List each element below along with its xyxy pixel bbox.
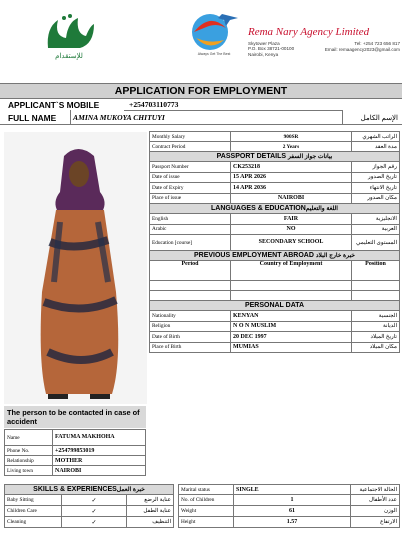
marital-status-label: Marital status <box>179 485 234 495</box>
place-of-issue-label: Place of issue <box>150 193 231 204</box>
place-of-issue-label-ar: مكان الصدور <box>352 193 400 204</box>
contact-town-label: Living town <box>5 466 53 476</box>
mobile-label: APPLICANT`S MOBILE <box>8 100 100 110</box>
skills-table <box>4 484 174 528</box>
full-name-label-ar: الإسم الكامل <box>360 114 398 122</box>
salary-value: 900SR <box>231 132 352 142</box>
logo-left-subtitle: للإستقدام <box>55 53 83 60</box>
skill-check: ✓ <box>62 506 127 517</box>
empty-cell <box>150 291 231 301</box>
passport-number-label-ar: رقم الجواز <box>352 162 400 173</box>
passport-number-label: Passport Number <box>150 162 231 173</box>
place-of-issue-value: NAIROBI <box>231 193 352 204</box>
expiry-date-label-ar: تاريخ الانتهاء <box>352 183 400 194</box>
address-line: P.O. Box 38721-00100 <box>248 46 295 52</box>
english-label: English <box>150 214 231 225</box>
skill-label: Baby Sitting <box>5 495 62 506</box>
company-logo-left <box>38 8 100 68</box>
previous-heading-en: PREVIOUS EMPLOYMENT ABROAD <box>193 252 314 259</box>
divider <box>342 110 343 124</box>
position-col-header: Position <box>352 261 400 281</box>
contact-phone-value: +254799853019 <box>53 446 146 456</box>
contact-relationship-label: Relationship <box>5 456 53 466</box>
agency-address <box>248 41 294 57</box>
salary-label-ar: الراتب الشهري <box>352 132 400 142</box>
mobile-value: +254703110773 <box>129 100 179 109</box>
marital-status-label-ar: الحالة الاجتماعية <box>351 485 400 495</box>
empty-cell <box>352 291 400 301</box>
empty-cell <box>231 281 352 291</box>
height-value: 1.57 <box>234 517 351 528</box>
children-label-ar: عدد الأطفال <box>351 495 400 506</box>
applicant-photo <box>4 132 147 404</box>
issue-date-label-ar: تاريخ الصدور <box>352 172 400 183</box>
skill-label-ar: التنظيف <box>127 517 174 528</box>
contract-label: Contract Period <box>150 142 231 152</box>
divider <box>70 110 71 124</box>
english-label-ar: الانجليزية <box>352 214 400 225</box>
skill-label-ar: عناية الرضع <box>127 495 174 506</box>
page-title: APPLICATION FOR EMPLOYMENT <box>0 83 402 99</box>
weight-value: 61 <box>234 506 351 517</box>
skills-heading-ar: خبرة العمل <box>116 487 145 493</box>
education-label: Education [course] <box>150 235 231 251</box>
passport-heading-en: PASSPORT DETAILS <box>216 153 287 160</box>
skill-label: Children Care <box>5 506 62 517</box>
agency-name: Rema Nary Agency Limited <box>248 26 370 38</box>
religion-label-ar: الديانة <box>352 321 400 332</box>
height-label: Height <box>179 517 234 528</box>
skills-heading-en: SKILLS & EXPERIENCES <box>33 486 117 493</box>
languages-heading-en: LANGUAGES & EDUCATION <box>211 205 306 212</box>
divider <box>124 110 342 111</box>
contact-line: Email: remaagency2023@gmail.com <box>324 46 400 52</box>
contract-label-ar: مدة العقد <box>352 142 400 152</box>
contact-relationship-value: MOTHER <box>53 456 146 466</box>
contract-table <box>149 131 400 353</box>
weight-label-ar: الوزن <box>351 506 400 517</box>
children-value: 1 <box>234 495 351 506</box>
contact-name-value: FATUMA MAKHOHA <box>53 430 146 446</box>
skill-check: ✓ <box>62 495 127 506</box>
agency-contact <box>312 41 400 52</box>
passport-heading <box>150 152 400 162</box>
place-of-birth-value: MUMIAS <box>231 342 352 353</box>
expiry-date-value: 14 APR 2036 <box>231 183 352 194</box>
english-value: FAIR <box>231 214 352 225</box>
education-value: SECONDARY SCHOOL <box>231 235 352 251</box>
contract-value: 2 Years <box>231 142 352 152</box>
passport-number-value: CK253218 <box>231 162 352 173</box>
contact-name-label: Name <box>5 430 53 446</box>
skill-check: ✓ <box>62 517 127 528</box>
contact-line: Tel: +254 723 656 817 <box>354 41 400 46</box>
skills-heading <box>5 485 174 495</box>
full-name-value: AMINA MUKOYA CHITUYI <box>73 113 165 122</box>
contact-town-value: NAIROBI <box>53 466 146 476</box>
issue-date-label: Date of issue <box>150 172 231 183</box>
passport-heading-ar: بيانات جواز السفر <box>287 154 333 160</box>
empty-cell <box>231 291 352 301</box>
dob-value: 20 DEC 1997 <box>231 332 352 343</box>
skill-label-ar: عناية الطفل <box>127 506 174 517</box>
arabic-label: Arabic <box>150 224 231 235</box>
contact-phone-label: Phone No. <box>5 446 53 456</box>
weight-label: Weight <box>179 506 234 517</box>
emergency-contact-heading: The person to be contacted in case of accident <box>4 406 146 428</box>
divider <box>0 124 402 125</box>
full-name-label: FULL NAME <box>8 113 57 123</box>
expiry-date-label: Date of Expiry <box>150 183 231 194</box>
issue-date-value: 15 APR 2026 <box>231 172 352 183</box>
religion-value: N O N MUSLIM <box>231 321 352 332</box>
children-label: No. of Children <box>179 495 234 506</box>
personal-data-heading: PERSONAL DATA <box>150 301 400 311</box>
languages-heading-ar: اللغة والتعليم <box>305 206 338 212</box>
arabic-value: NO <box>231 224 352 235</box>
nationality-label-ar: الجنسية <box>352 311 400 322</box>
place-of-birth-label: Place of Birth <box>150 342 231 353</box>
marital-table <box>178 484 400 528</box>
agency-tagline: Always Get The Best <box>197 52 231 56</box>
address-line: Skytower Plaza <box>248 41 280 46</box>
previous-employment-heading <box>150 251 400 261</box>
arabic-label-ar: العربية <box>352 224 400 235</box>
place-of-birth-label-ar: مكان الميلاد <box>352 342 400 353</box>
height-label-ar: الارتفاع <box>351 517 400 528</box>
salary-label: Monthly Salary <box>150 132 231 142</box>
emergency-contact-table <box>4 429 146 476</box>
skill-label: Cleaning <box>5 517 62 528</box>
dob-label-ar: تاريخ الميلاد <box>352 332 400 343</box>
address-line: Nairobi, Kenya <box>248 51 279 57</box>
country-col-header: Country of Employment <box>231 261 352 281</box>
education-label-ar: المستوى التعليمي <box>352 235 400 251</box>
agency-logo <box>186 8 242 60</box>
languages-heading <box>150 204 400 214</box>
religion-label: Religion <box>150 321 231 332</box>
period-col-header: Period <box>150 261 231 281</box>
empty-cell <box>352 281 400 291</box>
nationality-label: Nationality <box>150 311 231 322</box>
dob-label: Date of Birth <box>150 332 231 343</box>
marital-status-value: SINGLE <box>234 485 351 495</box>
previous-heading-ar: خبرة خارج البلاد <box>315 253 356 259</box>
empty-cell <box>150 281 231 291</box>
nationality-value: KENYAN <box>231 311 352 322</box>
